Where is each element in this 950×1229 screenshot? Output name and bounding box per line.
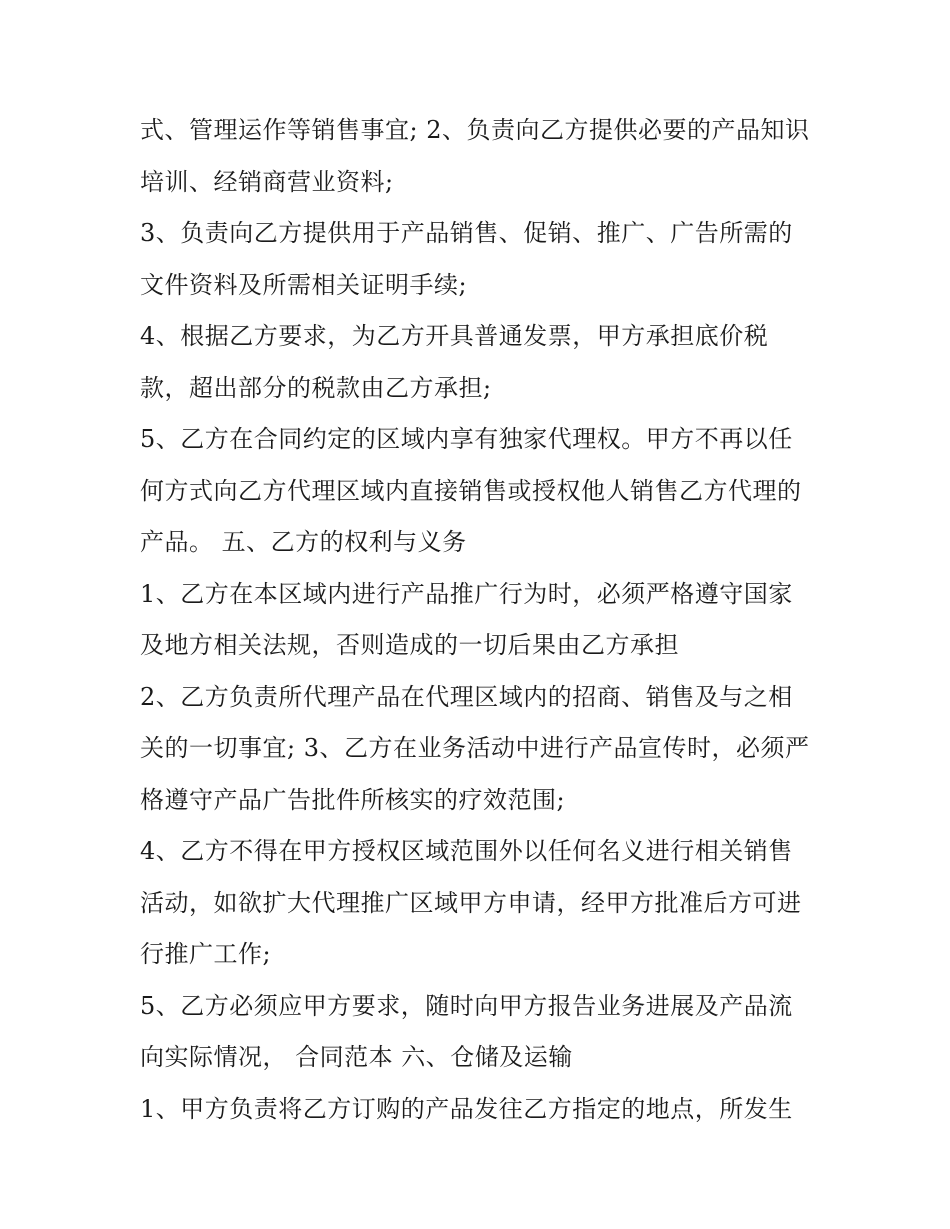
text-line: 款，超出部分的税款由乙方承担;: [140, 373, 492, 402]
text-line: 文件资料及所需相关证明手续;: [140, 270, 468, 299]
text-line: 格遵守产品广告批件所核实的疗效范围;: [140, 785, 566, 814]
text-line: 3、负责向乙方提供用于产品销售、促销、推广、广告所需的: [140, 219, 793, 247]
text-line: 2、乙方负责所代理产品在代理区域内的招商、销售及与之相: [140, 682, 793, 711]
text-line: 5、乙方必须应甲方要求，随时向甲方报告业务进展及产品流: [140, 991, 793, 1020]
text-line: 及地方相关法规，否则造成的一切后果由乙方承担: [140, 631, 679, 659]
text-line: 关的一切事宜; 3、乙方在业务活动中进行产品宣传时，必须严: [140, 734, 810, 762]
text-line: 4、根据乙方要求，为乙方开具普通发票，甲方承担底价税: [140, 322, 769, 350]
text-line: 4、乙方不得在甲方授权区域范围外以任何名义进行相关销售: [140, 837, 793, 865]
text-line: 式、管理运作等销售事宜; 2、负责向乙方提供必要的产品知识: [140, 116, 810, 144]
text-line: 活动，如欲扩大代理推广区域甲方申请，经甲方批准后方可进: [140, 888, 802, 917]
text-line: 培训、经销商营业资料;: [140, 167, 394, 196]
section-heading-line: 产品。 五、乙方的权利与义务: [140, 528, 467, 556]
document-body: [140, 105, 820, 1135]
text-line: 行推广工作;: [140, 940, 272, 968]
section-heading-line: 向实际情况， 合同范本 六、仓储及运输: [140, 1043, 573, 1071]
text-line: 1、甲方负责将乙方订购的产品发往乙方指定的地点，所发生: [140, 1094, 793, 1123]
text-line: 5、乙方在合同约定的区域内享有独家代理权。甲方不再以任: [140, 425, 793, 453]
text-line: 1、乙方在本区域内进行产品推广行为时，必须严格遵守国家: [140, 579, 793, 608]
text-line: 何方式向乙方代理区域内直接销售或授权他人销售乙方代理的: [140, 476, 802, 505]
